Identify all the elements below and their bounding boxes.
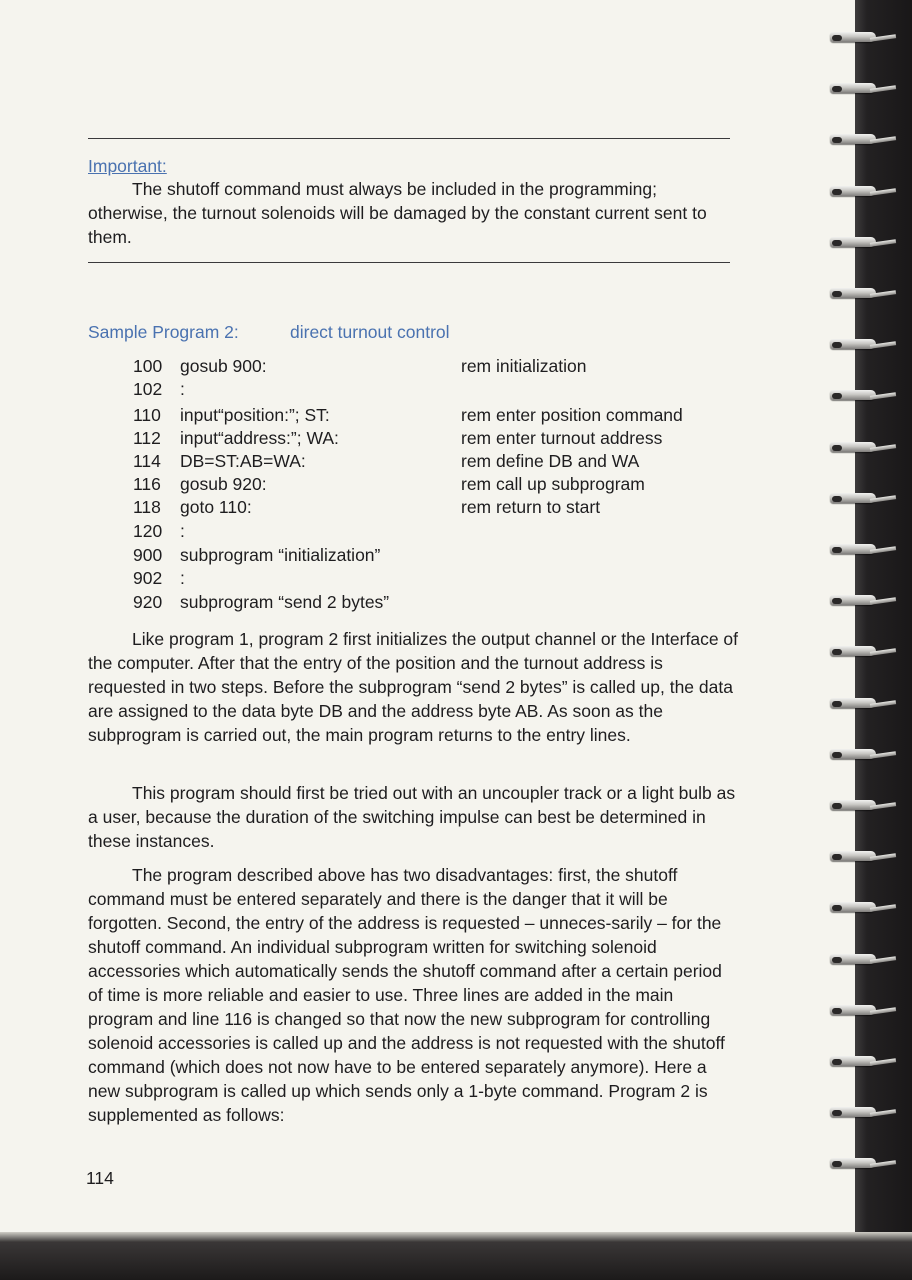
bottom-divider [88,262,730,263]
spiral-binding-coil-icon [830,644,896,660]
line-number: 118 [133,497,161,517]
code-remark: rem define DB and WA [461,451,640,471]
body-paragraph: Like program 1, program 2 first initializes the output channel or the Interface of the computer. After that the entry of the position and the turnout address is requested in two steps. Before the subprogram “send 2 bytes” is called up, the data are assigned to the data byte DB and the address byte AB. As soon as the subprogram is carried out, the main program returns to the entry lines. [88,629,739,745]
important-label: Important: [88,156,167,176]
line-number: 102 [133,379,163,399]
code-remark: rem enter turnout address [461,428,663,448]
code-remark: rem return to start [461,497,601,517]
spiral-binding-coil-icon [830,132,896,148]
line-number: 114 [133,451,161,471]
spiral-binding-coil-icon [830,440,896,456]
code-remark: rem enter position command [461,405,683,425]
line-number: 112 [133,428,161,448]
spiral-binding-coil-icon [830,1105,896,1121]
code-statement: gosub 900: [180,356,267,376]
spiral-binding-coil-icon [830,286,896,302]
line-number: 100 [133,356,163,376]
spiral-binding-coil-icon [830,1054,896,1070]
spiral-binding-coil-icon [830,798,896,814]
sample-program-subtitle: direct turnout control [290,322,450,342]
line-number: 902 [133,568,163,588]
spiral-binding-coil-icon [830,388,896,404]
code-statement: gosub 920: [180,474,267,494]
spiral-binding-coil-icon [830,696,896,712]
spiral-binding-coil-icon [830,235,896,251]
sample-program-heading [88,322,450,343]
code-remark: rem call up subprogram [461,474,645,494]
code-statement: subprogram “initialization” [180,545,381,565]
spiral-binding-coil-icon [830,849,896,865]
spiral-binding-coil-icon [830,952,896,968]
code-statement: goto 110: [180,497,252,517]
spiral-binding-coil-icon [830,900,896,916]
spiral-binding-coil-icon [830,593,896,609]
code-remark: rem initialization [461,356,587,376]
line-number: 120 [133,521,163,541]
line-number: 110 [133,405,161,425]
line-number: 116 [133,474,161,494]
spiral-binding-coil-icon [830,337,896,353]
bottom-shadow [0,1232,912,1280]
top-divider [88,138,730,139]
spiral-binding-coil-icon [830,542,896,558]
spiral-binding-coil-icon [830,30,896,46]
spiral-binding-coil-icon [830,184,896,200]
sample-program-title: Sample Program 2: [88,322,239,342]
spiral-binding-coil-icon [830,1003,896,1019]
page-number: 114 [86,1168,114,1188]
code-statement: : [180,521,185,541]
line-number: 900 [133,545,163,565]
spiral-binding-coil-icon [830,81,896,97]
important-text: The shutoff command must always be included in the programming; otherwise, the turnout solenoids will be damaged by the constant current sent to them. [88,179,707,247]
spiral-binding-coil-icon [830,491,896,507]
code-statement: : [180,379,185,399]
code-statement: input“address:”; WA: [180,428,339,448]
code-statement: subprogram “send 2 bytes” [180,592,390,612]
code-statement: input“position:”; ST: [180,405,330,425]
body-paragraph: The program described above has two disadvantages: first, the shutoff command must be entered separately and there is the danger that it will be forgotten. Second, the entry of the address is requested – unneces-sarily – for the shutoff command. An individual subprogram written for switching solenoid accessories which automatically sends the shutoff command after a certain period of time is more reliable and easier to use. Three lines are added in the main program and line 116 is changed so that now the new subprogram for controlling solenoid accessories is called up and the address is not requested with the shutoff command (which does not now have to be entered separately anymore). Here a new subprogram is called up which sends only a 1-byte command. Program 2 is supplemented as follows: [88,865,725,1125]
code-statement: : [180,568,185,588]
spiral-binding-coil-icon [830,1156,896,1172]
spiral-binding-coil-icon [830,747,896,763]
line-number: 920 [133,592,163,612]
code-statement: DB=ST:AB=WA: [180,451,306,471]
body-paragraph: This program should first be tried out with an uncoupler track or a light bulb as a user, because the duration of the switching impulse can best be determined in these instances. [88,783,736,851]
